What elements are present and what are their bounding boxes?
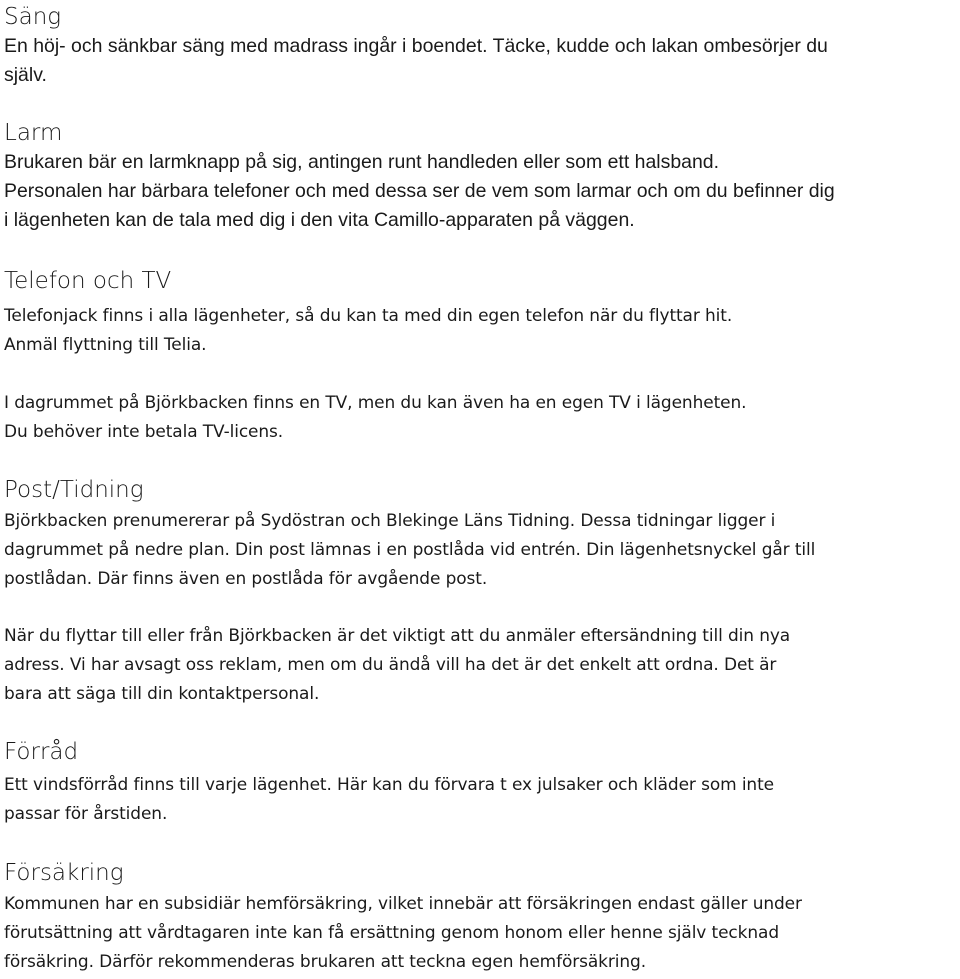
text-line: Brukaren bär en larmknapp på sig, antingen runt handleden eller som ett halsband.	[4, 151, 720, 173]
text-line: Björkbacken prenumererar på Sydöstran och Blekinge Läns Tidning. Dessa tidningar ligger i	[4, 511, 776, 531]
text-line: Telefonjack finns i alla lägenheter, så du kan ta med din egen telefon när du flyttar hit.	[4, 306, 733, 326]
text-line: I dagrummet på Björkbacken finns en TV, men du kan även ha en egen TV i lägenheten.	[4, 393, 747, 413]
section-paragraph	[4, 389, 958, 447]
section-heading-post-tidning: Post/Tidning	[4, 477, 144, 503]
section-paragraph	[4, 771, 958, 829]
text-line: i lägenheten kan de tala med dig i den vita Camillo-apparaten på väggen.	[4, 209, 635, 231]
text-line: passar för årstiden.	[4, 804, 168, 824]
section-paragraph	[4, 622, 958, 709]
text-line: När du flyttar till eller från Björkbacken är det viktigt att du anmäler eftersändning till din nya	[4, 626, 791, 646]
section-heading-forsakring: Försäkring	[4, 860, 124, 886]
section-paragraph	[4, 32, 958, 90]
text-line: Anmäl flyttning till Telia.	[4, 335, 207, 355]
text-line: Ett vindsförråd finns till varje lägenhet. Här kan du förvara t ex julsaker och kläder som inte	[4, 775, 774, 795]
section-heading-sang: Säng	[4, 4, 62, 30]
text-line: förutsättning att vårdtagaren inte kan få ersättning genom honom eller henne själv tecknad	[4, 923, 780, 943]
text-line: Kommunen har en subsidiär hemförsäkring, vilket innebär att försäkringen endast gäller under	[4, 894, 802, 914]
text-line: dagrummet på nedre plan. Din post lämnas i en postlåda vid entrén. Din lägenhetsnyckel går till	[4, 540, 816, 560]
text-line: Personalen har bärbara telefoner och med dessa ser de vem som larmar och om du befinner dig	[4, 180, 835, 202]
text-line: försäkring. Därför rekommenderas brukaren att teckna egen hemförsäkring.	[4, 952, 646, 972]
section-heading-telefon-och-tv: Telefon och TV	[4, 268, 172, 294]
section-paragraph	[4, 890, 958, 977]
text-line: adress. Vi har avsagt oss reklam, men om du ändå vill ha det är det enkelt att ordna. Det är	[4, 655, 777, 675]
section-paragraph	[4, 148, 958, 235]
section-paragraph	[4, 302, 958, 360]
section-paragraph	[4, 507, 958, 594]
section-heading-larm: Larm	[4, 120, 63, 146]
text-line: En höj- och sänkbar säng med madrass ingår i boendet. Täcke, kudde och lakan ombesörjer du	[4, 35, 828, 57]
text-line: bara att säga till din kontaktpersonal.	[4, 684, 320, 704]
text-line: postlådan. Där finns även en postlåda för avgående post.	[4, 569, 488, 589]
text-line: själv.	[4, 64, 47, 86]
text-line: Du behöver inte betala TV-licens.	[4, 422, 284, 442]
section-heading-forrad: Förråd	[4, 739, 79, 765]
